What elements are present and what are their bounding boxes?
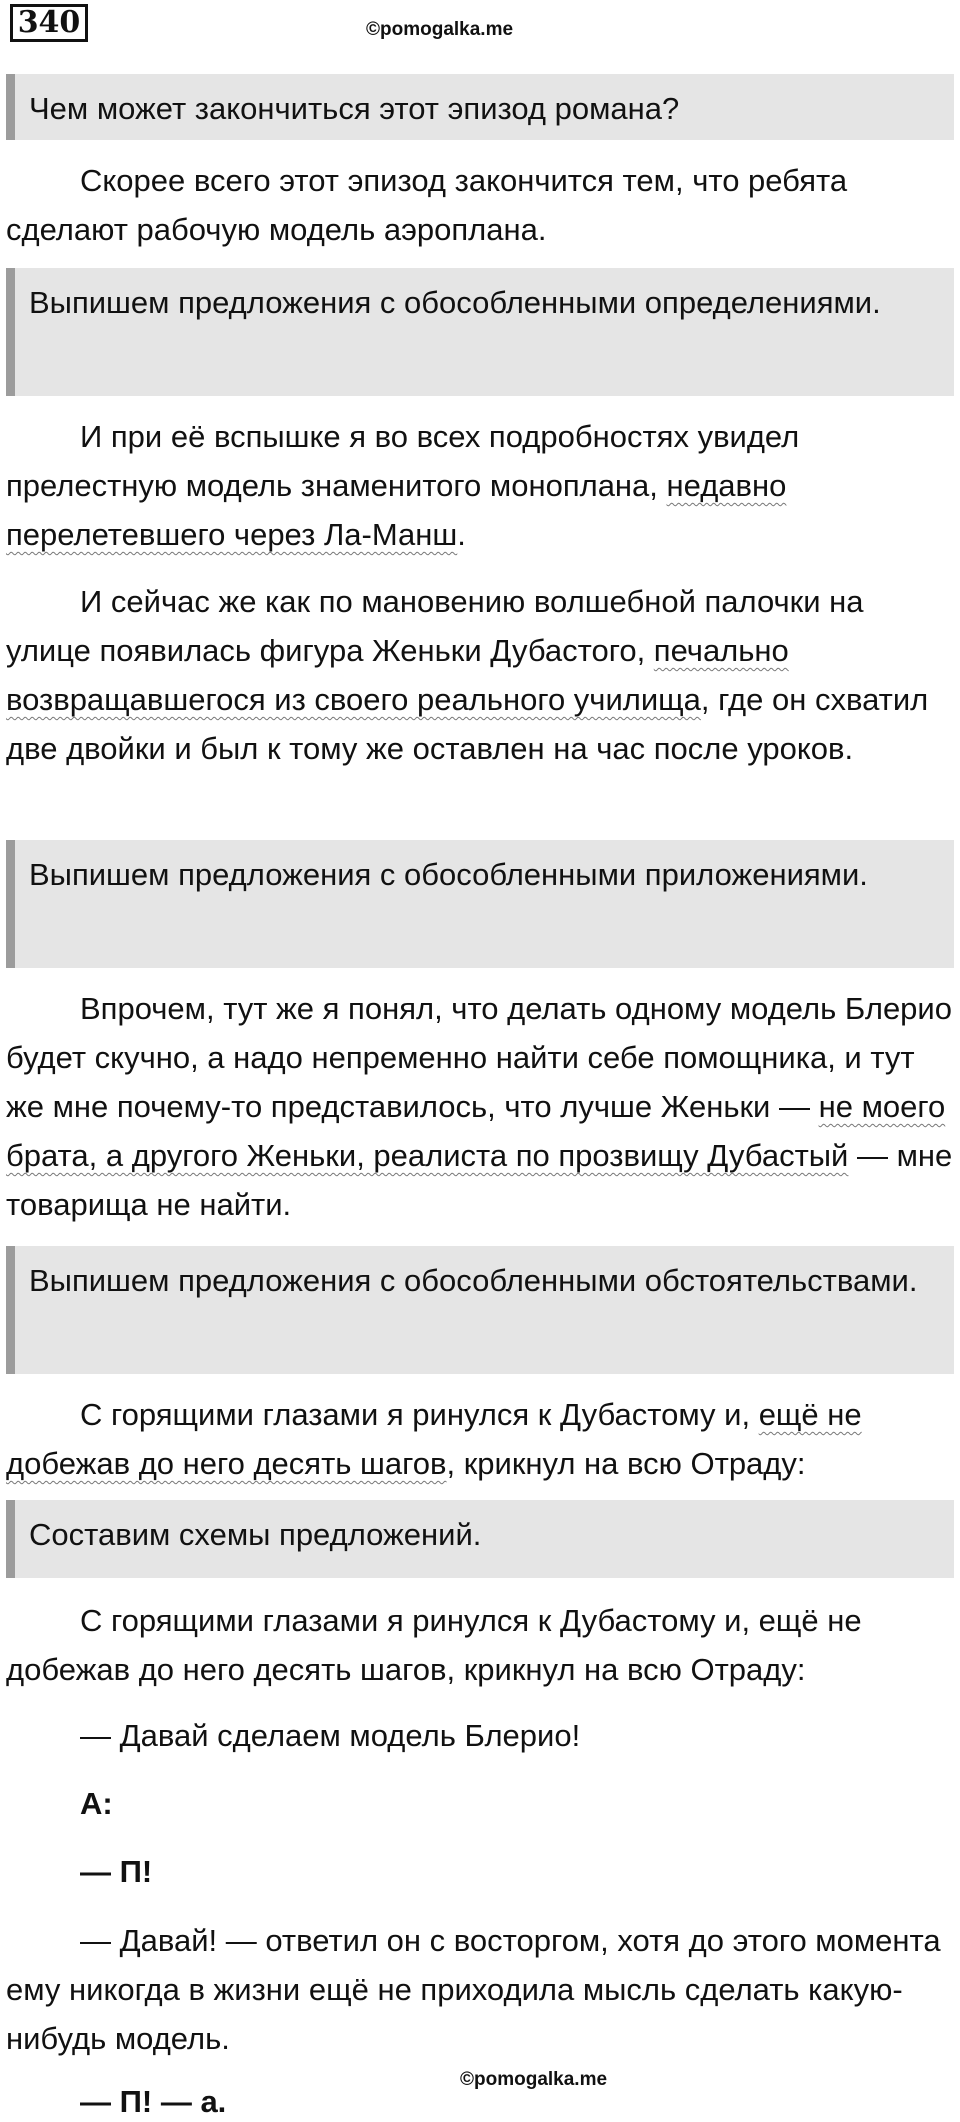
sentence-circumstance: С горящими глазами я ринулся к Дубастому и, ещё не добежав до него десять шагов, крикнул на всю Отраду:	[6, 1397, 862, 1481]
scheme-3: — П! — а.	[80, 2084, 227, 2119]
question-box-schemes	[6, 1500, 954, 1578]
question-box-episode	[6, 74, 954, 140]
sentence-apposition: Впрочем, тут же я понял, что делать одному модель Блерио будет скучно, а надо непременно найти себе помощника, и тут же мне почему-то представилось, что лучше Женьки — не моего брата, а другого Женьки, реалиста по прозвищу Дубастый — мне товарища не найти.	[6, 991, 953, 1222]
exercise-number: 340	[10, 4, 88, 42]
watermark-bottom: ©pomogalka.me	[460, 2069, 608, 2090]
scheme-1: А:	[80, 1786, 113, 1821]
question-text: Чем может закончиться этот эпизод романа?	[29, 91, 680, 126]
question-box-circumstances	[6, 1246, 954, 1374]
dialogue-line-1: — Давай сделаем модель Блерио!	[80, 1718, 581, 1753]
question-text: Составим схемы предложений.	[29, 1517, 482, 1552]
answer-paragraph: Скорее всего этот эпизод закончится тем, что ребята сделают рабочую модель аэроплана.	[6, 163, 848, 247]
watermark-top: ©pomogalka.me	[366, 19, 514, 40]
underlined-definition: недавно перелетевшего через Ла-Манш	[6, 468, 787, 552]
underlined-definition: печально возвращавшегося из своего реального училища	[6, 633, 789, 717]
question-box-appositions	[6, 840, 954, 968]
underlined-apposition: не моего брата, а другого Женьки, реалиста по прозвищу Дубастый	[6, 1089, 946, 1173]
sentence-definition-2: И сейчас же как по мановению волшебной палочки на улице появилась фигура Женьки Дубастого, печально возвращавшегося из своего реального училища, где он схватил две двойки и был к тому же оставлен на час после уроков.	[6, 584, 929, 766]
dialogue-line-2: — Давай! — ответил он с восторгом, хотя до этого момента ему никогда в жизни ещё не приходила мысль сделать какую-нибудь модель.	[6, 1923, 941, 2056]
question-text: Выпишем предложения с обособленными определениями.	[29, 285, 881, 320]
underlined-circumstance: ещё не добежав до него десять шагов	[6, 1397, 862, 1481]
sentence-definition-1: И при её вспышке я во всех подробностях увидел прелестную модель знаменитого моноплана, недавно перелетевшего через Ла-Манш.	[6, 419, 800, 552]
question-box-definitions	[6, 268, 954, 396]
question-text: Выпишем предложения с обособленными обстоятельствами.	[29, 1263, 918, 1298]
scheme-2: — П!	[80, 1854, 153, 1889]
question-text: Выпишем предложения с обособленными приложениями.	[29, 857, 868, 892]
scheme-sentence: С горящими глазами я ринулся к Дубастому и, ещё не добежав до него десять шагов, крикнул на всю Отраду:	[6, 1603, 862, 1687]
